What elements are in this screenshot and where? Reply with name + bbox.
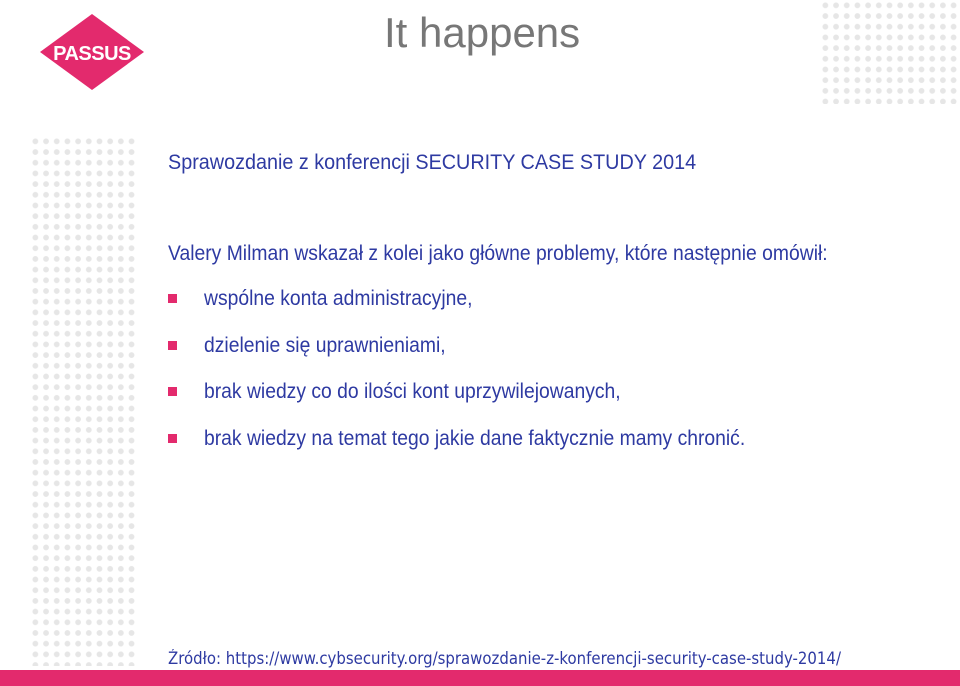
bullet-text: brak wiedzy co do ilości kont uprzywilejowanych, — [204, 380, 621, 403]
passus-logo — [38, 12, 146, 92]
intro-text: Valery Milman wskazał z kolei jako główne problemy, które następnie omówił: — [168, 242, 828, 265]
bullet-text: dzielenie się uprawnieniami, — [204, 333, 446, 357]
square-bullet-icon — [168, 294, 177, 303]
slide-title: It happens — [384, 9, 581, 56]
bottom-accent-bar — [0, 670, 960, 686]
slide-subtitle: Sprawozdanie z konferencji SECURITY CASE STUDY 2014 — [168, 150, 697, 174]
svg-text:PASSUS: PASSUS — [53, 43, 131, 65]
bullet-text: wspólne konta administracyjne, — [204, 287, 473, 310]
decorative-dot-pattern-top-right — [820, 0, 960, 104]
decorative-dot-pattern-left — [30, 136, 136, 666]
square-bullet-icon — [168, 387, 177, 396]
square-bullet-icon — [168, 434, 177, 443]
square-bullet-icon — [168, 341, 177, 350]
source-link[interactable]: Źródło: https://www.cybsecurity.org/sprawozdanie-z-konferencji-security-case-study-2014/ — [168, 649, 841, 668]
bullet-text: brak wiedzy na temat tego jakie dane faktycznie mamy chronić. — [204, 426, 746, 450]
